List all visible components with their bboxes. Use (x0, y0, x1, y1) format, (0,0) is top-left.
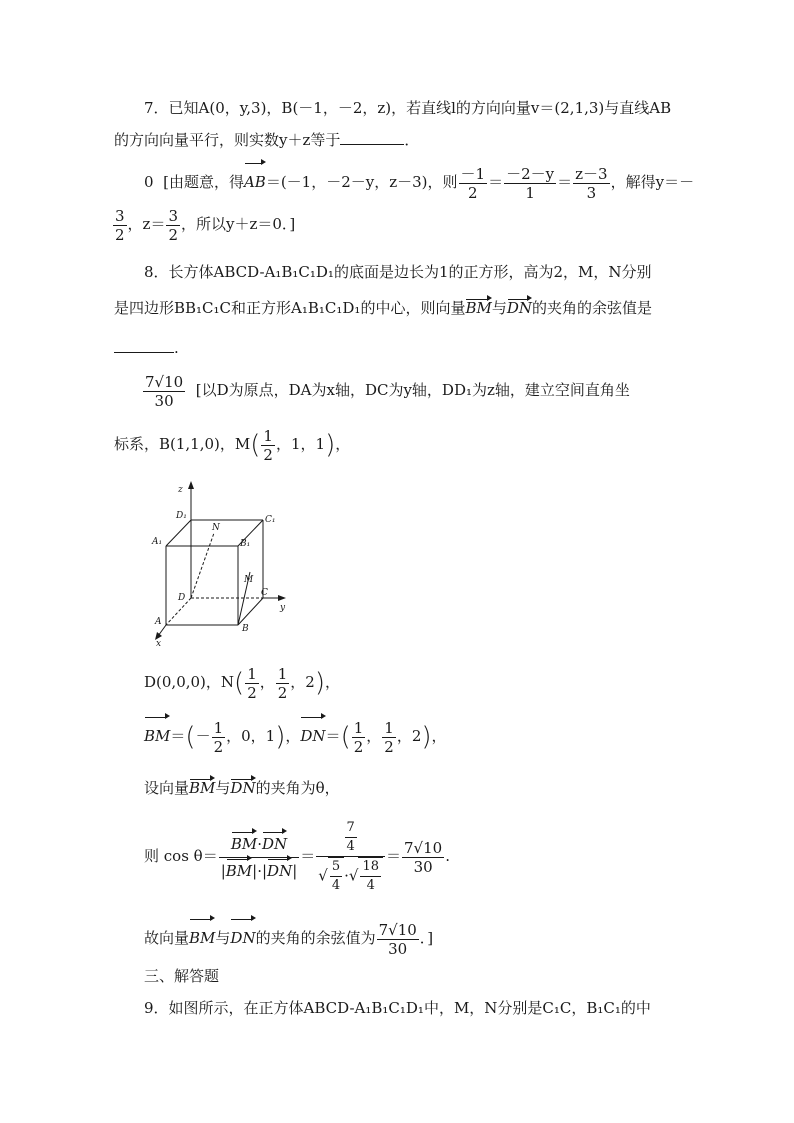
dn-tail: ， (431, 727, 447, 745)
eq: ＝ (325, 727, 341, 745)
y-arrow-icon (278, 595, 286, 601)
paren-open: ( (185, 722, 196, 752)
frac-num (219, 831, 300, 858)
label-c1: C₁ (265, 515, 276, 525)
final-frac (377, 921, 419, 958)
vec-dn: DN (506, 299, 533, 317)
q7-frac4 (113, 207, 127, 244)
label-b: B (242, 624, 249, 634)
q8-line1: 8．长方体ABCD-A₁B₁C₁D₁的底面是边长为1的正方形，高为2，M，N分别 (144, 263, 652, 281)
cos-frac3 (402, 839, 444, 876)
q7-frac3 (573, 165, 609, 202)
dn-dashed-line (191, 533, 214, 598)
frac-num: 1 (277, 664, 288, 683)
label-c: C (261, 588, 268, 598)
paren-open: ( (250, 430, 261, 460)
q7-line2 (114, 130, 419, 150)
frac-num: 1 (247, 664, 257, 683)
q8-conclusion (144, 918, 433, 958)
label-b1: B₁ (240, 539, 251, 549)
q8-sol-l2-a: 标系，B(1,1,0)，M (114, 435, 251, 453)
sep: ， (259, 673, 275, 691)
q8-line2-c: 的夹角的余弦值是 (532, 299, 653, 317)
vec-bm: BM (189, 779, 216, 797)
dn-rest: ，2 (396, 727, 422, 745)
frac-num: 7√10 (145, 372, 184, 391)
frac-den: 2 (468, 183, 478, 202)
q7-frac1 (459, 165, 488, 202)
set-b: 与 (215, 779, 231, 797)
q8-d-n-coords (144, 662, 340, 703)
final-end: ．] (419, 929, 434, 947)
frac-num: 3 (168, 206, 178, 225)
frac-den: 30 (154, 391, 174, 410)
frac-num: 5 (330, 858, 342, 877)
frac (330, 858, 342, 895)
q7-period: ． (404, 131, 420, 149)
cos-frac2 (316, 819, 385, 895)
paren-open: ( (234, 668, 245, 698)
sqrt (328, 857, 344, 895)
paren-close: ) (275, 722, 286, 752)
minus: － (195, 727, 211, 745)
frac-num: －2－y (506, 164, 555, 183)
label-y: y (280, 603, 286, 613)
q7-frac5 (166, 207, 180, 244)
q8-cos-equation: 则 cos θ＝ $\frac{BM\cdot DN}{|BM|\cdot|DN|}$ ＝ $\frac{7}{4}$ √ $\frac{5}{4}$ ·√ $\frac{18}{4}$ ＝ $\frac{7√10}{30}$ . (144, 820, 450, 893)
frac-num: 7√10 (404, 838, 443, 857)
vec-dn: DN (230, 918, 255, 958)
frac-den: 30 (388, 939, 408, 958)
frac-den: 2 (277, 683, 288, 702)
q7-line1: 7．已知A(0，y,3)，B(－1，－2，z)，若直线l的方向向量v＝(2,1,3)与直线AB (144, 99, 672, 117)
sep: ， (366, 727, 382, 745)
vec-ab: AB (244, 162, 266, 202)
label-m: M (244, 575, 254, 585)
eq: ＝ (170, 727, 186, 745)
q8-line2-b: 与 (491, 299, 507, 317)
label-z: z (178, 485, 183, 495)
q7-answer: 0 (144, 173, 154, 191)
frac-num: 1 (353, 718, 364, 737)
q8-period: . (174, 339, 179, 357)
frac-num: 7√10 (378, 920, 417, 939)
frac (212, 719, 226, 756)
q8-d-end: ，2 (290, 673, 315, 691)
frac (276, 665, 290, 702)
frac-den: 2 (353, 737, 364, 756)
vec-bm: BM (231, 831, 257, 857)
q7-sol-mid: ＝(－1，－2－y，z－3)，则 (265, 173, 458, 191)
q7-solution-line1: 0 [由题意，得AB＝(－1，－2－y，z－3)，则 $\frac{-1}{2}$ ＝ $\frac{-2-y}{1}$ ＝ $\frac{z-3}{3}$ ，解得y＝－ (144, 162, 694, 202)
vec-dn: DN (230, 779, 256, 797)
bc-line (238, 598, 263, 625)
q8-sol-l2-b: ，1，1 (275, 435, 326, 453)
q8-d-line-a: D(0,0,0)，N (144, 673, 235, 691)
vec-bm: BM (189, 918, 215, 958)
set-c: 的夹角为θ， (255, 779, 340, 797)
vec-bm: BM (144, 716, 170, 756)
frac-den: 2 (263, 445, 273, 464)
dot: · (257, 834, 262, 853)
q7-blank (340, 130, 404, 145)
frac-den: 4 (366, 878, 375, 893)
q8-sol-l2-end: ， (335, 435, 351, 453)
frac (352, 719, 366, 756)
paren-close: ) (421, 722, 432, 752)
frac-num: z－3 (575, 164, 608, 183)
frac-den: 4 (331, 878, 341, 893)
frac-num: 1 (263, 426, 273, 445)
q7-solution-line2 (112, 204, 295, 244)
frac-num: 7 (345, 819, 357, 838)
q8-answer (143, 373, 185, 410)
frac-num: －1 (460, 164, 486, 183)
frac (261, 427, 275, 464)
z-arrow-icon (188, 481, 194, 489)
frac (382, 719, 396, 756)
q8-solution-line2 (114, 424, 350, 465)
paren-open: ( (340, 722, 351, 752)
cuboid-figure (148, 478, 298, 648)
q8-set-angle (144, 778, 340, 798)
frac-den: 3 (586, 183, 597, 202)
cos-frac1 (219, 831, 300, 884)
label-n: N (212, 523, 220, 533)
q8-sol-l1: [以D为原点，DA为x轴，DC为y轴，DD₁为z轴，建立空间直角坐 (195, 381, 630, 399)
section-heading: 三、解答题 (144, 967, 220, 985)
frac-den: 2 (384, 737, 394, 756)
frac (245, 665, 259, 702)
q7-line2-text: 的方向向量平行，则实数y＋z等于 (114, 131, 341, 149)
cos-prefix: 则 cos θ＝ (144, 847, 218, 865)
a1d1-line (166, 520, 191, 546)
frac-den: 2 (213, 737, 224, 756)
label-d: D (178, 593, 186, 603)
q8-solution-line1 (142, 370, 630, 410)
vec-dn: DN (262, 831, 287, 857)
vec-bm: BM (226, 858, 252, 884)
q7-frac2 (504, 165, 556, 202)
frac-num: 3 (115, 206, 125, 225)
vec-dn: DN (267, 858, 292, 884)
frac-den: 30 (413, 857, 433, 876)
label-a1: A₁ (152, 537, 163, 547)
label-a: A (155, 617, 162, 627)
frac-den: 4 (346, 839, 355, 854)
q8-line2-a: 是四边形BB₁C₁C和正方形A₁B₁C₁D₁的中心，则向量 (114, 299, 466, 317)
cos-end: . (445, 847, 450, 865)
comma: ， (285, 727, 301, 745)
frac-den: |BM|·|DN| (219, 858, 300, 884)
frac (360, 858, 381, 895)
frac-den: 1 (525, 183, 535, 202)
q8-blank (114, 338, 174, 353)
frac-den: 2 (115, 225, 125, 244)
final-c: 的夹角的余弦值为 (255, 929, 376, 947)
q7-l3-end: ，所以y＋z＝0．] (181, 215, 296, 233)
bm-rest: ，0，1 (226, 727, 276, 745)
label-x: x (156, 639, 162, 648)
frac-den: 2 (247, 683, 257, 702)
label-d1: D₁ (176, 511, 187, 521)
frac-num: 1 (384, 718, 394, 737)
frac-num (316, 819, 385, 857)
paren-close: ) (325, 430, 336, 460)
q8-d-tail: ， (325, 673, 341, 691)
q8-line3 (114, 338, 179, 358)
q7-l3-mid: ，z＝ (127, 215, 166, 233)
sqrt (358, 857, 383, 895)
vec-bm: BM (465, 299, 492, 317)
frac (345, 819, 357, 856)
q8-line2 (114, 298, 652, 318)
q7-sol-prefix: [由题意，得 (163, 173, 244, 191)
frac-num: 18 (360, 858, 381, 877)
paren-close: ) (314, 668, 325, 698)
final-b: 与 (215, 929, 231, 947)
final-a: 故向量 (144, 929, 190, 947)
q8-vector-coords (144, 716, 447, 757)
vec-dn: DN (300, 716, 325, 756)
frac-num: 1 (213, 718, 224, 737)
set-a: 设向量 (144, 779, 190, 797)
frac-den: 2 (168, 225, 178, 244)
q9-line1: 9．如图所示，在正方体ABCD-A₁B₁C₁D₁中，M，N分别是C₁C，B₁C₁的中 (144, 999, 651, 1017)
frac-den: √ $\frac{5}{4}$ ·√ $\frac{18}{4}$ (316, 857, 385, 895)
q7-sol-end: ，解得y＝－ (610, 173, 695, 191)
